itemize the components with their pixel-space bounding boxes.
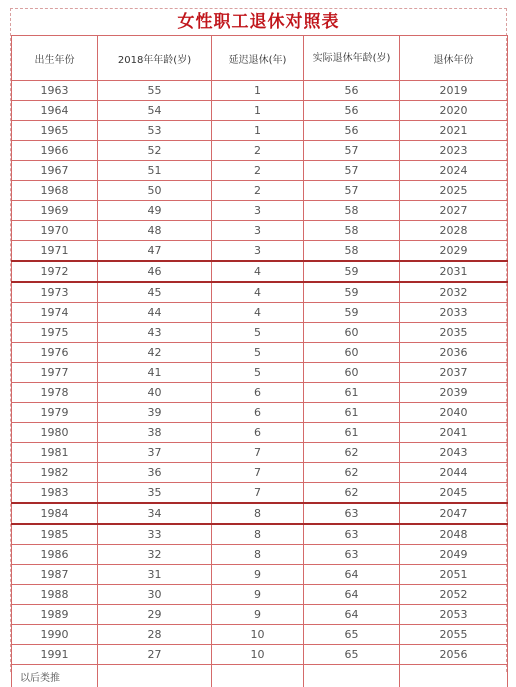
table-cell: 61 xyxy=(304,423,400,443)
table-cell: 8 xyxy=(212,524,304,545)
table-row xyxy=(12,261,508,282)
header-age-2018: 2018年年龄(岁) xyxy=(98,36,212,81)
table-cell: 1990 xyxy=(12,625,98,645)
table-cell: 51 xyxy=(98,161,212,181)
header-retirement-year: 退休年份 xyxy=(400,36,508,81)
table-cell: 62 xyxy=(304,463,400,483)
table-cell: 50 xyxy=(98,181,212,201)
table-cell: 1983 xyxy=(12,483,98,504)
table-cell: 31 xyxy=(98,565,212,585)
table-cell: 28 xyxy=(98,625,212,645)
table-cell: 27 xyxy=(98,645,212,665)
table-cell: 36 xyxy=(98,463,212,483)
retirement-table-sheet xyxy=(10,8,507,672)
table-cell: 6 xyxy=(212,423,304,443)
table-row xyxy=(12,645,508,665)
table-cell: 1974 xyxy=(12,303,98,323)
table-row xyxy=(12,303,508,323)
table-cell: 49 xyxy=(98,201,212,221)
table-cell: 2051 xyxy=(400,565,508,585)
table-cell: 46 xyxy=(98,261,212,282)
table-cell: 3 xyxy=(212,221,304,241)
table-cell: 61 xyxy=(304,383,400,403)
table-cell: 44 xyxy=(98,303,212,323)
table-row xyxy=(12,423,508,443)
table-cell: 9 xyxy=(212,585,304,605)
table-cell: 1972 xyxy=(12,261,98,282)
table-row xyxy=(12,565,508,585)
table-cell: 1991 xyxy=(12,645,98,665)
table-cell: 32 xyxy=(98,545,212,565)
table-cell: 1966 xyxy=(12,141,98,161)
table-cell: 2020 xyxy=(400,101,508,121)
table-cell: 58 xyxy=(304,221,400,241)
table-cell: 2032 xyxy=(400,282,508,303)
table-cell: 1981 xyxy=(12,443,98,463)
table-cell: 64 xyxy=(304,605,400,625)
retirement-table xyxy=(11,35,508,687)
table-cell: 57 xyxy=(304,181,400,201)
table-cell: 2037 xyxy=(400,363,508,383)
table-cell: 5 xyxy=(212,343,304,363)
table-cell: 2029 xyxy=(400,241,508,262)
table-cell: 57 xyxy=(304,161,400,181)
table-cell: 38 xyxy=(98,423,212,443)
table-cell: 57 xyxy=(304,141,400,161)
table-cell: 65 xyxy=(304,645,400,665)
table-cell: 2 xyxy=(212,141,304,161)
table-cell: 45 xyxy=(98,282,212,303)
table-row xyxy=(12,161,508,181)
table-row xyxy=(12,282,508,303)
table-cell: 2047 xyxy=(400,503,508,524)
table-cell: 1964 xyxy=(12,101,98,121)
table-row xyxy=(12,81,508,101)
table-cell: 56 xyxy=(304,101,400,121)
table-cell xyxy=(212,665,304,687)
table-cell: 64 xyxy=(304,585,400,605)
table-cell xyxy=(304,665,400,687)
table-row xyxy=(12,545,508,565)
table-row xyxy=(12,524,508,545)
table-cell: 2 xyxy=(212,181,304,201)
table-cell: 10 xyxy=(212,625,304,645)
table-cell: 1971 xyxy=(12,241,98,262)
table-row xyxy=(12,483,508,504)
table-cell: 2035 xyxy=(400,323,508,343)
table-cell: 33 xyxy=(98,524,212,545)
table-cell: 2027 xyxy=(400,201,508,221)
table-cell: 1984 xyxy=(12,503,98,524)
table-header-row xyxy=(12,36,508,81)
table-row xyxy=(12,101,508,121)
table-cell: 2031 xyxy=(400,261,508,282)
table-cell: 59 xyxy=(304,282,400,303)
table-cell: 1968 xyxy=(12,181,98,201)
table-cell: 1987 xyxy=(12,565,98,585)
table-cell: 58 xyxy=(304,201,400,221)
table-cell: 43 xyxy=(98,323,212,343)
table-cell: 64 xyxy=(304,565,400,585)
table-cell: 2055 xyxy=(400,625,508,645)
table-cell: 1985 xyxy=(12,524,98,545)
table-cell: 6 xyxy=(212,403,304,423)
table-cell: 1 xyxy=(212,121,304,141)
table-cell: 2045 xyxy=(400,483,508,504)
table-cell: 65 xyxy=(304,625,400,645)
table-cell: 2023 xyxy=(400,141,508,161)
table-cell: 2024 xyxy=(400,161,508,181)
table-row xyxy=(12,343,508,363)
table-cell: 63 xyxy=(304,545,400,565)
table-cell: 47 xyxy=(98,241,212,262)
table-cell: 60 xyxy=(304,323,400,343)
table-cell: 52 xyxy=(98,141,212,161)
table-cell: 1986 xyxy=(12,545,98,565)
table-cell: 61 xyxy=(304,403,400,423)
table-cell: 58 xyxy=(304,241,400,262)
table-cell: 2041 xyxy=(400,423,508,443)
table-cell: 56 xyxy=(304,121,400,141)
table-cell: 2056 xyxy=(400,645,508,665)
table-row xyxy=(12,121,508,141)
table-cell: 1969 xyxy=(12,201,98,221)
table-cell: 6 xyxy=(212,383,304,403)
table-cell: 1975 xyxy=(12,323,98,343)
table-cell: 1965 xyxy=(12,121,98,141)
table-cell: 62 xyxy=(304,483,400,504)
table-row xyxy=(12,141,508,161)
table-cell: 1980 xyxy=(12,423,98,443)
header-delay-years: 延迟退休(年) xyxy=(212,36,304,81)
table-cell: 2052 xyxy=(400,585,508,605)
table-title: 女性职工退休对照表 xyxy=(11,9,506,35)
table-row xyxy=(12,181,508,201)
table-cell: 35 xyxy=(98,483,212,504)
table-cell: 1976 xyxy=(12,343,98,363)
table-cell: 2 xyxy=(212,161,304,181)
table-cell: 34 xyxy=(98,503,212,524)
table-cell: 29 xyxy=(98,605,212,625)
table-row xyxy=(12,585,508,605)
table-cell: 2039 xyxy=(400,383,508,403)
table-cell: 56 xyxy=(304,81,400,101)
table-row xyxy=(12,403,508,423)
table-cell: 7 xyxy=(212,463,304,483)
header-birth-year: 出生年份 xyxy=(12,36,98,81)
table-cell: 2028 xyxy=(400,221,508,241)
table-cell: 1977 xyxy=(12,363,98,383)
table-row xyxy=(12,363,508,383)
table-cell xyxy=(98,665,212,687)
table-cell: 8 xyxy=(212,545,304,565)
table-cell xyxy=(400,665,508,687)
table-cell: 55 xyxy=(98,81,212,101)
table-cell: 2025 xyxy=(400,181,508,201)
table-cell: 1 xyxy=(212,101,304,121)
table-cell: 1970 xyxy=(12,221,98,241)
table-row xyxy=(12,443,508,463)
table-cell: 1988 xyxy=(12,585,98,605)
table-cell: 1982 xyxy=(12,463,98,483)
table-cell: 63 xyxy=(304,503,400,524)
table-cell: 2019 xyxy=(400,81,508,101)
table-body xyxy=(12,81,508,687)
table-row xyxy=(12,323,508,343)
table-cell: 59 xyxy=(304,261,400,282)
table-cell: 30 xyxy=(98,585,212,605)
table-cell: 4 xyxy=(212,282,304,303)
table-cell: 3 xyxy=(212,241,304,262)
table-cell: 7 xyxy=(212,443,304,463)
table-cell: 1 xyxy=(212,81,304,101)
table-cell: 7 xyxy=(212,483,304,504)
table-cell: 1979 xyxy=(12,403,98,423)
table-cell: 60 xyxy=(304,343,400,363)
header-actual-retirement-age: 实际退休年龄(岁) xyxy=(304,36,400,81)
table-cell: 5 xyxy=(212,363,304,383)
table-cell: 2033 xyxy=(400,303,508,323)
table-cell: 2044 xyxy=(400,463,508,483)
table-cell: 54 xyxy=(98,101,212,121)
table-cell: 9 xyxy=(212,605,304,625)
table-row xyxy=(12,201,508,221)
table-cell: 2043 xyxy=(400,443,508,463)
table-cell: 5 xyxy=(212,323,304,343)
table-cell: 8 xyxy=(212,503,304,524)
table-cell: 10 xyxy=(212,645,304,665)
table-cell: 2049 xyxy=(400,545,508,565)
table-cell: 39 xyxy=(98,403,212,423)
table-row-footer xyxy=(12,665,508,687)
table-cell: 1978 xyxy=(12,383,98,403)
table-cell: 63 xyxy=(304,524,400,545)
table-cell: 62 xyxy=(304,443,400,463)
footer-note: 以后类推 xyxy=(12,665,98,687)
table-row xyxy=(12,605,508,625)
table-cell: 37 xyxy=(98,443,212,463)
table-row xyxy=(12,383,508,403)
table-row xyxy=(12,221,508,241)
table-cell: 9 xyxy=(212,565,304,585)
table-row xyxy=(12,463,508,483)
table-cell: 60 xyxy=(304,363,400,383)
table-cell: 59 xyxy=(304,303,400,323)
table-cell: 53 xyxy=(98,121,212,141)
table-cell: 2021 xyxy=(400,121,508,141)
table-cell: 40 xyxy=(98,383,212,403)
table-row xyxy=(12,241,508,262)
table-cell: 41 xyxy=(98,363,212,383)
table-cell: 1989 xyxy=(12,605,98,625)
table-cell: 4 xyxy=(212,303,304,323)
table-cell: 3 xyxy=(212,201,304,221)
table-cell: 1967 xyxy=(12,161,98,181)
table-cell: 2053 xyxy=(400,605,508,625)
table-cell: 2036 xyxy=(400,343,508,363)
table-cell: 2040 xyxy=(400,403,508,423)
table-cell: 2048 xyxy=(400,524,508,545)
table-cell: 48 xyxy=(98,221,212,241)
table-row xyxy=(12,625,508,645)
table-cell: 4 xyxy=(212,261,304,282)
table-row xyxy=(12,503,508,524)
table-cell: 1973 xyxy=(12,282,98,303)
table-cell: 42 xyxy=(98,343,212,363)
table-cell: 1963 xyxy=(12,81,98,101)
